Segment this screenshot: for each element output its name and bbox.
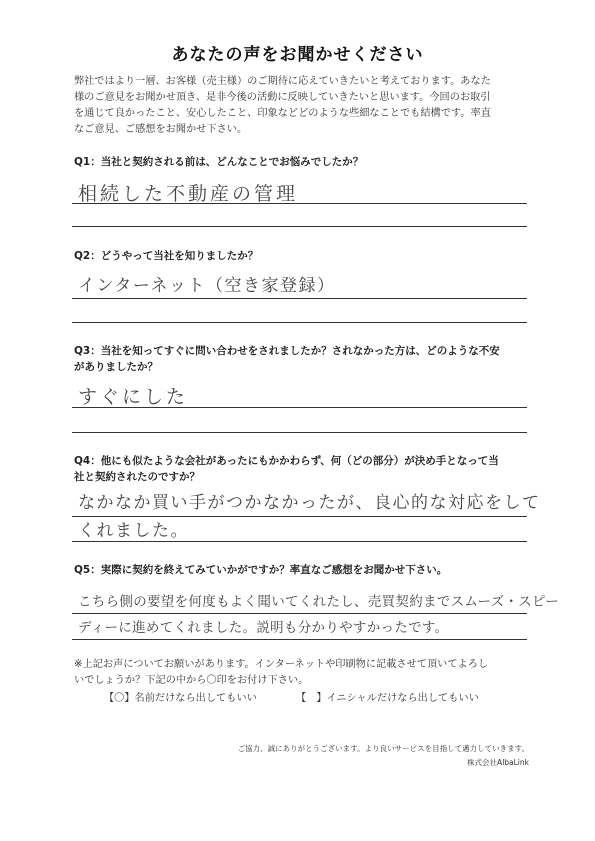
question-text: がありましたか？ bbox=[74, 361, 158, 373]
intro-line: なご意見、ご感想をお聞かせ下さい。 bbox=[74, 124, 248, 135]
answer-2-handwriting: インターネット（空き家登録） bbox=[78, 276, 336, 296]
intro-line: 様のご意見をお聞かせ頂き、是非今後の活動に反映していきたいと思います。今回のお取引 bbox=[74, 92, 491, 103]
option-name-ok: 【〇】名前だけなら出してもいい bbox=[104, 693, 257, 704]
answer-line bbox=[72, 226, 527, 227]
question-text: Q4：他にも似たような会社があったにもかかわらず、何（どの部分）が決め手となって当 bbox=[74, 455, 499, 467]
footer-company: 株式会社AlbaLink bbox=[467, 758, 529, 767]
note-line: ※上記お声についてお願いがあります。インターネットや印刷物に記載させて頂いてよろし bbox=[74, 659, 489, 670]
question-5 bbox=[74, 562, 534, 578]
question-text: Q3：当社を知ってすぐに問い合わせをされましたか？されなかった方は、どのような不安 bbox=[74, 345, 500, 357]
answer-line bbox=[72, 203, 527, 204]
answer-line-text: なかなか買い手がつかなかったが、良心的な対応をして bbox=[78, 493, 541, 513]
answer-line-text: ディーに進めてくれました。説明も分かりやすかったです。 bbox=[78, 620, 449, 636]
answer-3-handwriting: すぐにした bbox=[78, 386, 189, 408]
answer-line bbox=[72, 516, 527, 517]
question-4 bbox=[74, 453, 534, 485]
answer-4-handwriting bbox=[78, 489, 541, 545]
question-2 bbox=[74, 248, 534, 264]
answer-1-handwriting: 相続した不動産の管理 bbox=[78, 183, 299, 205]
intro-line: を通じて良かったこと、安心したこと、印象などどのような些細なことでも結構です。率直 bbox=[74, 108, 491, 119]
page-title: あなたの声をお聞かせください bbox=[171, 45, 424, 65]
question-text: Q2：どうやって当社を知りましたか？ bbox=[74, 250, 259, 262]
publication-consent-note bbox=[74, 657, 529, 689]
answer-line bbox=[72, 298, 527, 299]
answer-5-handwriting bbox=[78, 589, 560, 641]
question-1 bbox=[74, 154, 534, 170]
question-3 bbox=[74, 343, 534, 375]
footer-thanks: ご協力、誠にありがとうございます。より良いサービスを目指して邁力していきます。 bbox=[237, 744, 529, 753]
answer-line bbox=[72, 322, 527, 323]
answer-line bbox=[72, 639, 527, 640]
answer-line bbox=[72, 432, 527, 433]
question-text: Q5：実際に契約を終えてみていかがですか？率直なご感想をお聞かせ下さい。 bbox=[74, 564, 448, 576]
answer-line bbox=[72, 541, 527, 542]
intro-line: 弊社ではより一層、お客様（売主様）のご期待に応えていきたいと考えております。あなた bbox=[74, 76, 491, 87]
question-text: 社と契約されたのですか？ bbox=[74, 471, 200, 483]
intro-paragraph bbox=[74, 74, 526, 138]
answer-line-text: くれました。 bbox=[78, 521, 189, 541]
question-text: Q1：当社と契約される前は、どんなことでお悩みでしたか？ bbox=[74, 156, 364, 168]
note-line: いでしょうか？下記の中から〇印をお付け下さい。 bbox=[74, 675, 309, 686]
answer-line bbox=[72, 613, 527, 614]
option-initials-ok: 【 】イニシャルだけなら出してもいい bbox=[296, 693, 479, 704]
answer-line bbox=[72, 407, 527, 408]
answer-line-text: こちら側の要望を何度もよく聞いてくれたし、売買契約までスムーズ・スピー bbox=[78, 594, 560, 610]
